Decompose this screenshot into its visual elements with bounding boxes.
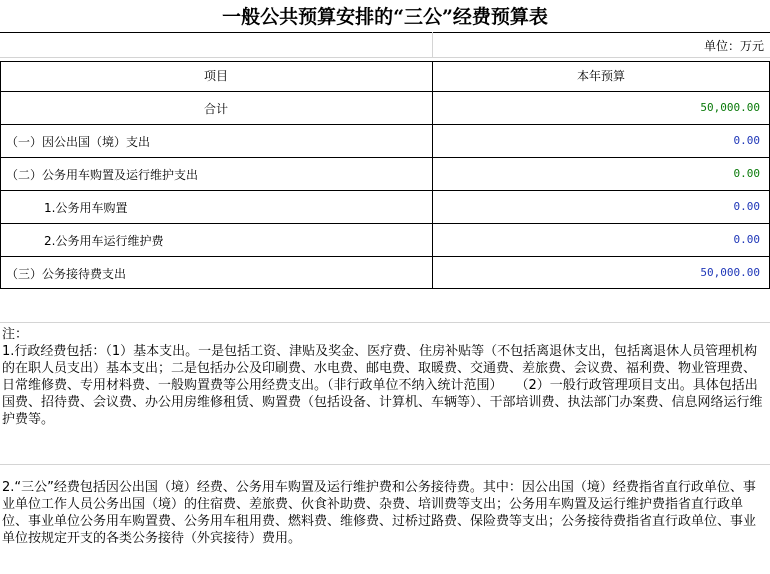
gridline (0, 32, 770, 33)
note-1: 1.行政经费包括：（1）基本支出。一是包括工资、津贴及奖金、医疗费、住房补贴等（不包括离退休支出，包括离退休人员管理机构的在职人员支出）基本支出；二是包括办公及印刷费、水电费、邮电费、取暖费、交通费、差旅费、会议费、福利费、物业管理费、日常维修费、专用材料费、一般购置费等公用经费支出。（非行政单位不纳入统计范围） （2）一般行政管理项目支出。具体包括出国费、招待费、会议费、办公用房维修租赁、购置费（包括设备、计算机、车辆等）、干部培训费、执法部门办案费、信息网络运行维护费等。 (2, 344, 763, 427)
column-header-budget: 本年预算 (576, 69, 625, 83)
notes (2, 326, 766, 428)
table-row-label: 合计 (203, 102, 228, 116)
gridline (0, 91, 770, 92)
table-border-left (0, 61, 1, 289)
gridline (0, 322, 770, 323)
table-row-value: 0.00 (733, 167, 760, 180)
gridline (0, 57, 770, 58)
gridline (0, 223, 770, 224)
gridline (0, 190, 770, 191)
gridline (0, 61, 770, 62)
table-row-label: （一）因公出国（境）支出 (6, 135, 151, 149)
gridline (0, 157, 770, 158)
gridline (0, 464, 770, 465)
table-column-divider (432, 61, 433, 289)
table-row-value: 50,000.00 (700, 101, 760, 114)
gridline (0, 124, 770, 125)
gridline (432, 32, 433, 57)
table-row-label: （三）公务接待费支出 (6, 267, 127, 281)
notes-2 (2, 479, 766, 547)
gridline (0, 288, 770, 289)
gridline (0, 256, 770, 257)
unit-label: 单位：万元 (703, 39, 764, 53)
notes-heading: 注： (2, 327, 29, 342)
table-row-value: 50,000.00 (700, 266, 760, 279)
note-2: 2.“三公”经费包括因公出国（境）经费、公务用车购置及运行维护费和公务接待费。其中：因公出国（境）经费指省直行政单位、事业单位工作人员公务出国（境）的住宿费、差旅费、伙食补助费、杂费、培训费等支出；公务用车购置及运行维护费指省直行政单位、事业单位公务用车购置费、公务用车租用费、燃料费、维修费、过桥过路费、保险费等支出；公务接待费指省直行政单位、事业单位按规定开支的各类公务接待（外宾接待）费用。 (2, 480, 757, 546)
table-row-value: 0.00 (733, 233, 760, 246)
table-row-value: 0.00 (733, 200, 760, 213)
page-title: 一般公共预算安排的“三公”经费预算表 (222, 6, 548, 28)
table-row-label: （二）公务用车购置及运行维护支出 (6, 168, 199, 182)
table-row-value: 0.00 (733, 134, 760, 147)
table-row-label: 2.公务用车运行维护费 (44, 234, 164, 248)
column-header-item: 项目 (203, 69, 228, 83)
table-row-label: 1.公务用车购置 (44, 201, 128, 215)
